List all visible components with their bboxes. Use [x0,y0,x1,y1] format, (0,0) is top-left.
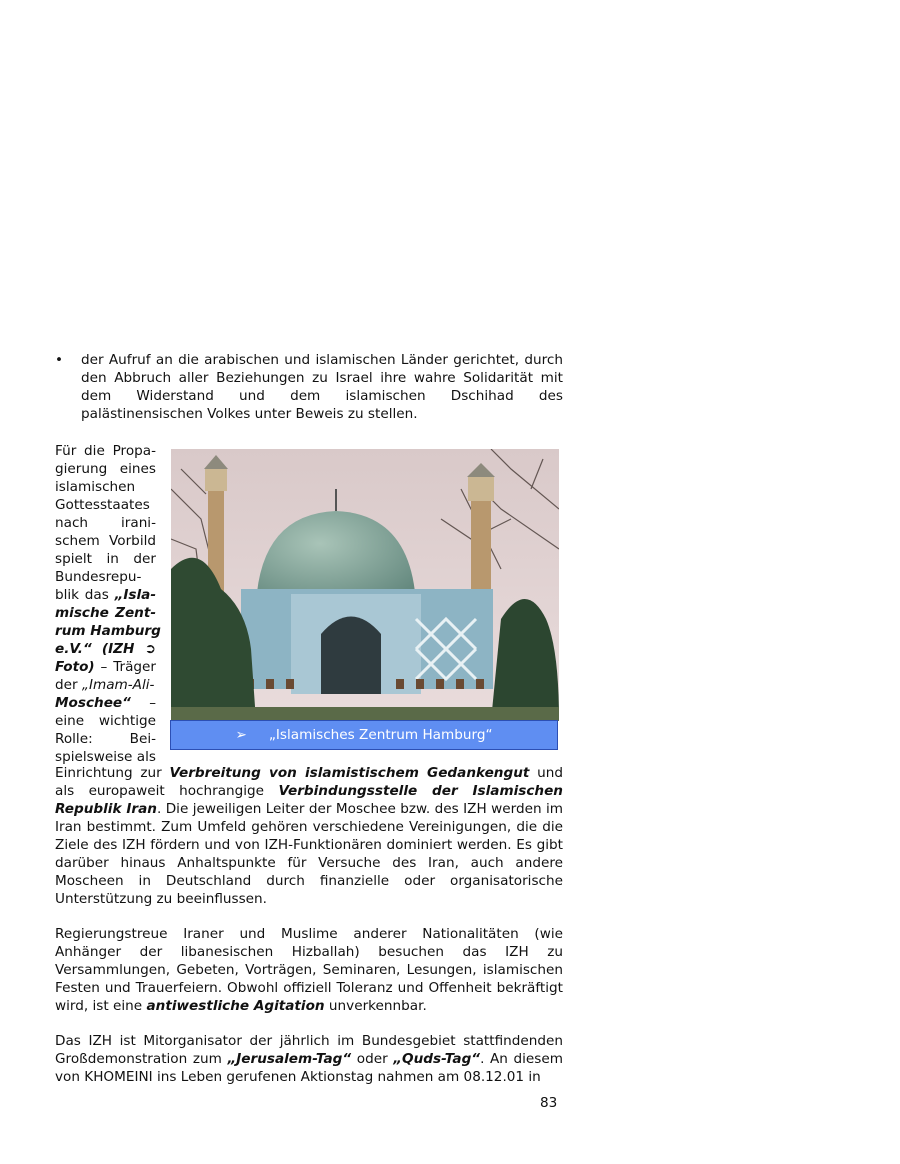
list-item [55,351,563,423]
text-line: Bundesrepu- [55,569,142,585]
paragraph [55,1032,563,1086]
izh-name: mische Zent- [55,605,156,621]
text-line: spielsweise als [55,749,156,765]
bullet-list [55,351,563,423]
emphasis: Verbindungsstelle der Islamischen Republik Iran [55,783,563,817]
text-line: eine wichtige [55,713,156,729]
paragraph [55,925,563,1015]
text-span: . An diesem von KHOMEINI ins Leben gerufenen Aktionstag nahmen am 08.12.01 in [55,1051,563,1085]
mosque-photo [171,449,559,721]
arrow-bullet-icon: ➢ [235,727,247,743]
text-line: islamischen [55,479,136,495]
emphasis: „Jerusalem-Tag“ [227,1051,352,1067]
text-line [55,622,161,640]
mosque-name: Moschee“ [55,695,131,711]
text-line: nach irani- [55,515,156,531]
text-span: Das IZH ist Mitorganisator der jährlich im Bundesgebiet stattfindenden Großdemonstration zum [55,1033,563,1067]
photo-caption [170,720,558,750]
text-span: der [55,677,82,693]
paragraph [55,764,563,908]
text-span: blik das [55,587,115,603]
text-line [55,586,156,604]
text-line [55,658,156,676]
text-line: Gottesstaates [55,497,150,513]
wrapped-text-column [55,442,161,766]
bullet-icon: • [55,352,64,368]
text-line: gierung eines [55,461,156,477]
text-span: und als europaweit hochrangige [55,765,563,799]
text-span: – Träger [94,659,156,675]
text-line [55,694,156,712]
mosque-illustration [171,449,559,721]
text-span: unverkennbar. [324,998,427,1014]
text-line: Für die Propa- [55,443,156,459]
text-span: Regierungstreue Iraner und Muslime anderer Nationalitäten (wie Anhänger der libanesischen Hizballah) besuchen das IZH zu Versammlungen, Gebeten, Vorträgen, Seminaren, Lesungen, islamischen Festen und Trauerfeiern. Obwohl offiziell Toleranz und Offenheit bekräftigt wird, ist eine [55,926,563,1014]
text-line: schem Vorbild [55,533,156,549]
emphasis: antiwestliche Agitation [146,998,325,1014]
page-number: 83 [540,1095,558,1111]
text-span: oder [351,1051,394,1067]
emphasis: Verbreitung von islamistischem Gedankengut [169,765,530,781]
text-span: . Die jeweiligen Leiter der Moschee bzw. des IZH werden im Iran bestimmt. Zum Umfeld gehören verschiedene Vereinigungen, die die Ziele des IZH fördern und von IZH-Funktionären dominiert werden. Es gibt darüber hinaus Anhaltspunkte für Versuche des Iran, auch andere Moscheen in Deutschland durch finanzielle oder organisatorische Unterstützung zu beeinflussen. [55,801,564,907]
mosque-name: „Imam-Ali- [81,677,155,693]
bullet-text: der Aufruf an die arabischen und islamischen Länder gerichtet, durch den Abbruch aller Beziehungen zu Israel ihre wahre Solidarität mit dem Widerstand und dem islamischen Dschihad des palästinensischen Volkes unter Beweis zu stellen. [81,352,563,422]
text-line [55,676,156,694]
text-line: spielt in der [55,551,156,567]
izh-name: „Isla- [114,587,156,603]
text-span: Einrichtung zur [55,765,170,781]
text-line: Rolle: Bei- [55,731,156,747]
arrow-icon: ➲ [144,641,156,657]
emphasis: „Quds-Tag“ [393,1051,481,1067]
caption-text: „Islamisches Zentrum Hamburg“ [268,727,493,743]
text-span: – [130,695,156,711]
izh-name: e.V.“ (IZH [55,641,145,657]
foto-ref: Foto) [55,659,95,675]
text-line [55,604,156,622]
izh-name: rum Hamburg [55,623,161,639]
text-line [55,640,156,658]
